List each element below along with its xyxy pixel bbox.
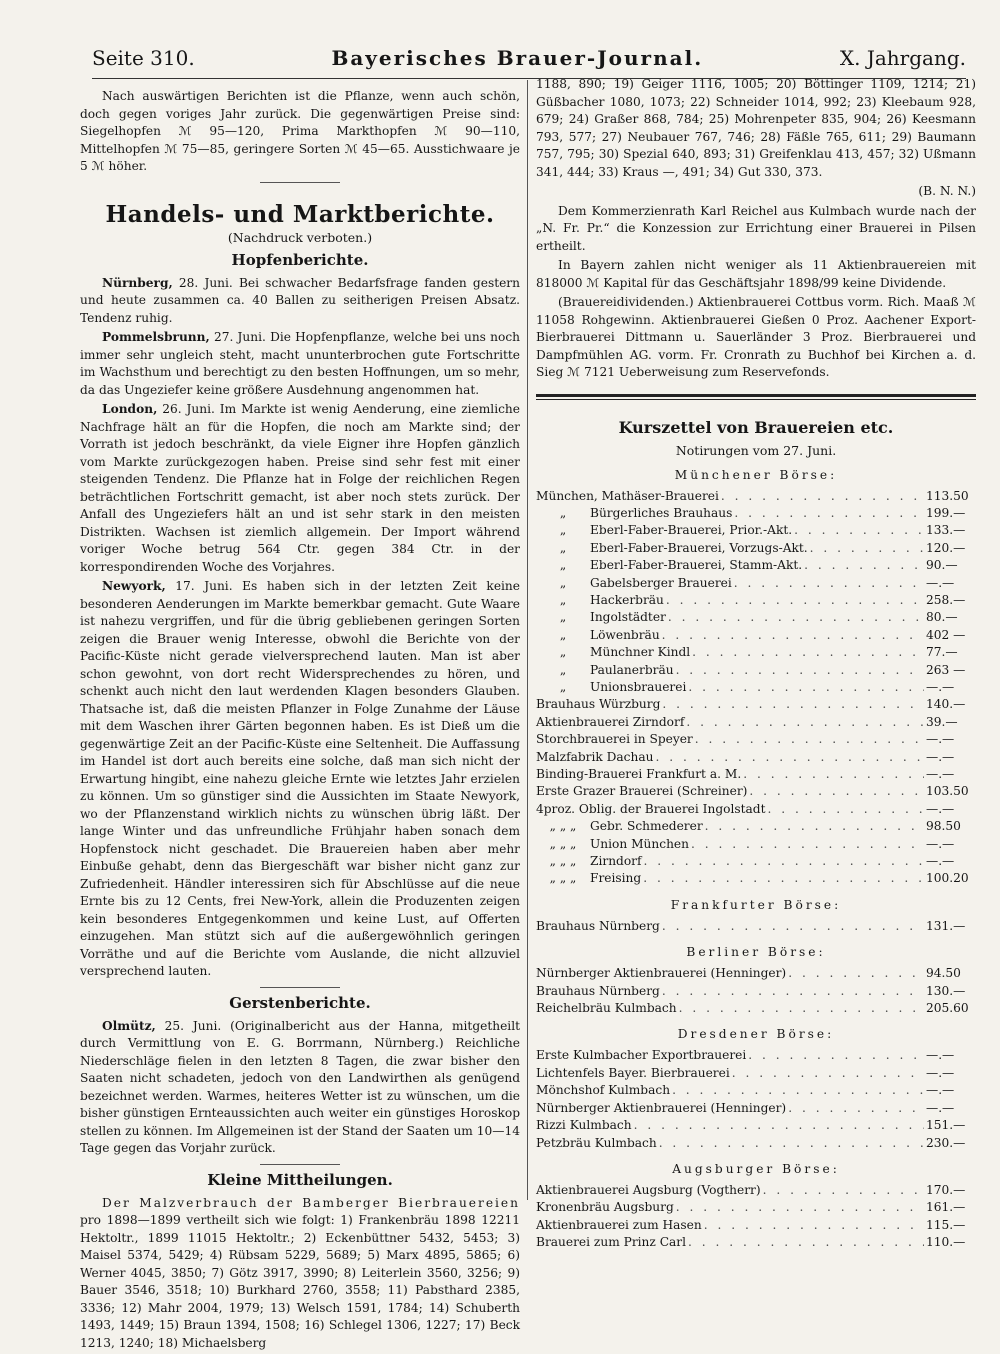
- company-name: Aktienbrauerei Augsburg (Vogtherr): [536, 1182, 761, 1197]
- quote-price: 205.60: [926, 1001, 969, 1016]
- ditto-mark: „ „ „: [549, 819, 577, 834]
- quote-row: [536, 766, 976, 783]
- quote-price: 110.—: [926, 1235, 966, 1250]
- company-name: Rizzi Kulmbach: [536, 1118, 632, 1133]
- quote-row: [536, 783, 976, 800]
- leader-dots: [655, 749, 924, 766]
- ditto-mark: „: [559, 679, 567, 694]
- quote-price: 131.—: [926, 918, 966, 933]
- leader-dots: [763, 1182, 924, 1199]
- quote-price: —.—: [926, 767, 955, 781]
- company-name: Unionsbrauerei: [590, 679, 687, 694]
- company-name: Brauhaus Nürnberg: [536, 983, 660, 998]
- report-place: Newyork,: [102, 579, 166, 593]
- quote-row: [536, 644, 976, 661]
- ditto-mark: „ „ „: [549, 836, 577, 851]
- report-text: 28. Juni. Bei schwacher Bedarfsfrage fanden gestern und heute zusammen ca. 40 Ballen zu seitherigen Preisen Absatz. Tendenz ruhig.: [80, 275, 520, 325]
- quote-price: 402 —: [926, 627, 966, 642]
- leader-dots: [749, 783, 924, 800]
- company-name: Kronenbräu Augsburg: [536, 1200, 674, 1215]
- quote-row: [536, 1047, 976, 1064]
- quote-price: 263 —: [926, 662, 966, 677]
- misc-continuation: 1188, 890; 19) Geiger 1116, 1005; 20) Böttinger 1109, 1214; 21) Güßbacher 1080, 1073; 22) Schneider 1014, 992; 23) Kleebaum 928, 679; 24) Graßer 868, 784; 25) Mohrenpeter 835, 904; 26) Keesmann 793, 577; 27) Neubauer 767, 746; 28) Fäßle 765, 611; 29) Baumann 757, 795; 30) Spezial 640, 893; 31) Greifenklau 413, 457; 32) Ußmann 341, 444; 33) Kraus —, 491; 34) Gut 330, 373.: [536, 77, 976, 179]
- leader-dots: [676, 1199, 924, 1216]
- leader-dots: [705, 818, 924, 835]
- quote-row: [536, 965, 976, 982]
- company-name: Reichelbräu Kulmbach: [536, 1001, 677, 1016]
- quote-row: [536, 1082, 976, 1099]
- quote-row: [536, 1065, 976, 1082]
- quote-price: 161.—: [926, 1200, 966, 1215]
- exchange-title: Frankfurter Börse:: [670, 897, 842, 912]
- company-name: Zirndorf: [590, 854, 642, 869]
- leader-dots: [676, 662, 924, 679]
- company-name: 4proz. Oblig. der Brauerei Ingolstadt: [536, 801, 766, 816]
- ditto-mark: „: [559, 662, 567, 677]
- company-name: Union München: [590, 836, 689, 851]
- company-name: Nürnberger Aktienbrauerei (Henninger): [536, 966, 787, 981]
- news-dividends-bavaria: In Bayern zahlen nicht weniger als 11 Aktienbrauereien mit 818000 ℳ Kapital für das Geschäftsjahr 1898/99 keine Dividende.: [536, 258, 976, 290]
- company-name: Nürnberger Aktienbrauerei (Henninger): [536, 1100, 787, 1115]
- company-name: Eberl-Faber-Brauerei, Stamm-Akt.: [590, 558, 803, 573]
- exchange-title: Dresdener Börse:: [677, 1027, 835, 1042]
- quote-row: [536, 627, 976, 644]
- exchange-title: Augsburger Börse:: [672, 1161, 840, 1176]
- leader-dots: [704, 1217, 924, 1234]
- section-title: Handels- und Marktberichte.: [105, 200, 495, 228]
- exchange-title: Berliner Börse:: [686, 945, 826, 960]
- quote-row: [536, 679, 976, 696]
- quote-row: [536, 522, 976, 539]
- company-name: Erste Grazer Brauerei (Schreiner): [536, 784, 748, 799]
- quote-price: 230.—: [926, 1135, 966, 1150]
- quote-price: 170.—: [926, 1182, 966, 1197]
- ditto-mark: „ „ „: [549, 854, 577, 869]
- ditto-mark: „: [559, 523, 567, 538]
- leader-dots: [695, 731, 924, 748]
- report-place: Nürnberg,: [102, 275, 173, 290]
- column-divider: [527, 80, 528, 1200]
- company-name: Löwenbräu: [590, 627, 660, 642]
- page-header: [92, 46, 966, 79]
- quote-price: 94.50: [926, 966, 961, 981]
- leader-dots: [804, 557, 924, 574]
- leader-dots: [692, 644, 924, 661]
- report-london: [80, 401, 520, 576]
- page-number: Seite 310.: [92, 46, 195, 70]
- company-name: Eberl-Faber-Brauerei, Prior.-Akt.: [590, 523, 793, 538]
- quote-price: 130.—: [926, 983, 966, 998]
- quote-price: 133.—: [926, 523, 966, 538]
- leader-dots: [788, 1100, 924, 1117]
- quote-row: [536, 749, 976, 766]
- report-pommelsbrunn: [80, 329, 520, 399]
- ditto-mark: „: [559, 592, 567, 607]
- company-name: Aktienbrauerei Zirndorf: [536, 714, 685, 729]
- intro-paragraph: Nach auswärtigen Berichten ist die Pflanze, wenn auch schön, doch gegen voriges Jahr zurück. Die gegenwärtigen Preise sind: Siegelhopfen ℳ 95—120, Prima Markthopfen ℳ 90—110, Mittelhopfen ℳ 75—85, geringere Sorten ℳ 45—65. Ausstichwaare je 5 ℳ höher.: [80, 89, 520, 173]
- ditto-mark: „ „ „: [549, 871, 577, 886]
- company-name: Storchbrauerei in Speyer: [536, 732, 693, 747]
- quote-price: —.—: [926, 732, 955, 747]
- right-column: [536, 76, 976, 1252]
- leader-dots: [662, 983, 924, 1000]
- quote-price: 100.20: [926, 871, 969, 886]
- ditto-mark: „: [559, 645, 567, 660]
- quote-row: [536, 592, 976, 609]
- leader-dots: [686, 714, 924, 731]
- quote-price: 140.—: [926, 697, 966, 712]
- volume-label: X. Jahrgang.: [839, 46, 966, 70]
- quote-price: —.—: [926, 749, 955, 764]
- leader-dots: [810, 540, 924, 557]
- quote-row: [536, 818, 976, 835]
- leader-dots: [662, 627, 924, 644]
- report-text: 26. Juni. Im Markte ist wenig Aenderung, eine ziemliche Nachfrage hält an für die Hopfen, die noch am Markte sind; der Vorrath ist jedoch beschränkt, da viele Eigner ihre Hopfen gänzlich vom Markte zurückgezogen haben. Preise sind sehr fest mit einer steigenden Tendenz. Die Pflanze hat in Folge der reichlichen Regen beträchtlichen Fortschritt gemacht, ist aber noch stets zurück. Der Anfall des Ungeziefers hält an und ist sehr stark in den meisten Distrikten. Wachsen ist ziemlich allgemein. Der Import während voriger Woche betrug 564 Ctr. gegen 384 Ctr. in der korrespondirenden Woche des Vorjahres.: [80, 402, 520, 574]
- quote-price: 258.—: [926, 592, 966, 607]
- quote-price: —.—: [926, 836, 955, 851]
- report-text: 25. Juni. (Originalbericht aus der Hanna, mitgetheilt durch Vermittlung von E. G. Borrmann, Nürnberg.) Reichliche Niederschläge fielen in den letzten 8 Tagen, die zwar bisher den Saaten nicht schadeten, jedoch von den Landwirthen als genügend bezeichnet werden. Warmes, heiteres Wetter ist zu wünschen, um die bisher günstigen Ernteaussichten auch weiter ein günstiges Horoskop stellen zu können. Im Allgemeinen ist der Stand der Saaten um 10—14 Tage gegen das Vorjahr zurück.: [80, 1018, 520, 1155]
- leader-dots: [662, 696, 924, 713]
- separator: [260, 1164, 340, 1165]
- kurs-note: Notirungen vom 27. Juni.: [675, 442, 837, 458]
- kurs-title: Kurszettel von Brauereien etc.: [618, 417, 894, 437]
- company-name: Brauerei zum Prinz Carl: [536, 1235, 687, 1250]
- quote-price: 98.50: [926, 819, 961, 834]
- quote-price: 103.50: [926, 784, 969, 799]
- leader-dots: [662, 918, 924, 935]
- quote-row: [536, 540, 976, 557]
- quote-price: —.—: [926, 854, 955, 869]
- quote-price: 39.—: [926, 714, 958, 729]
- company-name: Mönchshof Kulmbach: [536, 1083, 671, 1098]
- report-olmuetz: [80, 1018, 520, 1158]
- barley-heading: Gerstenberichte.: [229, 993, 371, 1012]
- quote-row: [536, 488, 976, 505]
- quote-row: [536, 1182, 976, 1199]
- quote-row: [536, 1199, 976, 1216]
- journal-title: Bayerisches Brauer-Journal.: [331, 46, 704, 70]
- company-name: Ingolstädter: [590, 610, 666, 625]
- quote-row: [536, 983, 976, 1000]
- quote-price: 199.—: [926, 505, 966, 520]
- leader-dots: [668, 609, 924, 626]
- ditto-mark: „: [559, 505, 567, 520]
- quote-row: [536, 557, 976, 574]
- ditto-mark: „: [559, 558, 567, 573]
- quote-price: —.—: [926, 1065, 955, 1080]
- exchange-title: Münchener Börse:: [674, 467, 838, 482]
- leader-dots: [644, 853, 924, 870]
- company-name: Gebr. Schmederer: [590, 819, 703, 834]
- leader-dots: [767, 801, 924, 818]
- leader-dots: [691, 836, 924, 853]
- company-name: Petzbräu Kulmbach: [536, 1135, 657, 1150]
- report-newyork: [80, 578, 520, 981]
- company-name: Erste Kulmbacher Exportbrauerei: [536, 1048, 747, 1063]
- quote-row: [536, 662, 976, 679]
- separator: [260, 182, 340, 183]
- company-name: Brauhaus Nürnberg: [536, 918, 660, 933]
- misc-heading: Kleine Mittheilungen.: [207, 1170, 393, 1189]
- quote-row: [536, 801, 976, 818]
- quote-price: 120.—: [926, 540, 966, 555]
- quote-row: [536, 853, 976, 870]
- ditto-mark: „: [559, 540, 567, 555]
- leader-dots: [721, 488, 924, 505]
- leader-dots: [659, 1135, 924, 1152]
- thick-rule: [536, 394, 976, 400]
- report-place: London,: [102, 402, 158, 416]
- news-brewery-dividends: (Brauereidividenden.) Aktienbrauerei Cottbus vorm. Rich. Maaß ℳ 11058 Rohgewinn. Aktienbrauerei Gießen 0 Proz. Aachener Export-Bierbrauerei Dittmann u. Sauerländer 3 Proz. Bierbrauerei und Dampfmühlen AG. vorm. Fr. Cronrath zu Buchhof bei Kirchen a. d. Sieg ℳ 7121 Ueberweisung zum Reservefonds.: [536, 295, 976, 379]
- quote-row: [536, 836, 976, 853]
- company-name: Malzfabrik Dachau: [536, 749, 654, 764]
- leader-dots: [794, 522, 924, 539]
- ditto-mark: „: [559, 575, 567, 590]
- quote-price: 113.50: [926, 488, 969, 503]
- misc-text: pro 1898—1899 vertheilt sich wie folgt: 1) Frankenbräu 1898 12211 Hektoltr., 1899 11015 Hektoltr.; 2) Eckenbüttner 5432, 5453; 3) Maisel 5374, 5429; 4) Rübsam 5229, 5689; 5) Marx 4895, 5865; 6) Werner 4045, 3850; 7) Götz 3917, 3990; 8) Leiterlein 3560, 3256; 9) Bauer 3546, 3518; 10) Burkhard 2760, 3558; 11) Pabsthard 2385, 3336; 12) Mahr 2004, 1979; 13) Welsch 1591, 1784; 14) Schuberth 1493, 1449; 15) Braun 1394, 1508; 16) Schlegel 1306, 1227; 17) Beck 1213, 1240; 18) Michaelsberg: [80, 1213, 520, 1350]
- company-name: München, Mathäser-Brauerei: [536, 488, 719, 503]
- misc-source: (B. N. N.): [918, 184, 976, 198]
- leader-dots: [734, 575, 924, 592]
- quote-row: [536, 714, 976, 731]
- company-name: Brauhaus Würzburg: [536, 697, 661, 712]
- separator: [260, 987, 340, 988]
- leader-dots: [743, 766, 924, 783]
- misc-lead: Der Malzverbrauch der Bamberger Bierbrauereien: [102, 1195, 520, 1210]
- company-name: Hackerbräu: [590, 592, 664, 607]
- leader-dots: [672, 1082, 924, 1099]
- quote-row: [536, 505, 976, 522]
- leader-dots: [748, 1047, 924, 1064]
- section-note: (Nachdruck verboten.): [227, 229, 373, 245]
- quote-row: [536, 870, 976, 887]
- quote-row: [536, 1100, 976, 1117]
- report-place: Olmütz,: [102, 1018, 156, 1033]
- quote-price: 151.—: [926, 1118, 966, 1133]
- quote-row: [536, 575, 976, 592]
- quote-price: 115.—: [926, 1217, 966, 1232]
- company-name: Bürgerliches Brauhaus: [590, 505, 733, 520]
- quote-row: [536, 696, 976, 713]
- exchange-listings: [536, 468, 976, 1252]
- quote-row: [536, 1000, 976, 1017]
- leader-dots: [666, 592, 924, 609]
- ditto-mark: „: [559, 610, 567, 625]
- quote-row: [536, 1217, 976, 1234]
- quote-row: [536, 1234, 976, 1251]
- report-nuernberg: [80, 275, 520, 328]
- company-name: Eberl-Faber-Brauerei, Vorzugs-Akt.: [590, 540, 808, 555]
- quote-row: [536, 918, 976, 935]
- leader-dots: [734, 505, 924, 522]
- report-text: 27. Juni. Die Hopfenpflanze, welche bei uns noch immer sehr ungleich steht, macht ununterbrochen gute Fortschritte im Wachsthum und berechtigt zu den besten Hoffnungen, um so mehr, da das Ungeziefer keine größere Ausdehnung angenommen hat.: [80, 330, 520, 397]
- ditto-mark: „: [559, 627, 567, 642]
- quote-row: [536, 1135, 976, 1152]
- quote-price: —.—: [926, 679, 955, 694]
- leader-dots: [688, 679, 924, 696]
- quote-price: —.—: [926, 575, 955, 590]
- leader-dots: [679, 1000, 924, 1017]
- report-text: 17. Juni. Es haben sich in der letzten Zeit keine besonderen Aenderungen im Markte bemerkbar gemacht. Gute Waare ist nahezu vergriffen, und für die übrig gebliebenen geringen Sorten zeigen die Brauer wenig Interesse, obwohl die Berichte von der Pacific-Küste nicht gerade vielversprechend lauten. Man ist aber schon gewohnt, von dort recht Widersprechendes zu hören, und schenkt auch nicht den laut werdenden Klagen besonders Glauben. Thatsache ist, daß die meisten Pflanzer in Folge Zunahme der Läuse mit dem Waschen ihrer Gärten begonnen haben. Es ist Dieß um die gegenwärtige Zeit an der Pacific-Küste eine Seltenheit. Die Auffassung im Handel ist dort auch bereits eine solche, daß man sich nicht der Erwartung hingibt, eine nahezu gleiche Ernte wie letztes Jahr erzielen zu können. Um so günstiger sind die Aussichten im Staate Newyork, wo der Pflanzenstand wirklich nichts zu wünschen übrig läßt. Der lange Winter und das unfreundliche Frühjahr haben sonach dem Hopfenstock nicht geschadet. Die Brauereien haben aber mehr Einbuße gehabt, denn das Biergeschäft war bisher nicht ganz zur Zufriedenheit. Händler interessiren sich für Abschlüsse auf die neue Ernte bis zu 12 Cents, frei New-York, allein die Produzenten zeigen kein besonderes Entgegenkommen und keine Lust, auf Offerten einzugehen. Man stützt sich auf die außergewöhnlich geringen Vorräthe und auf die Berichte vom Auslande, die nicht allzuviel versprechend lauten.: [80, 579, 520, 978]
- news-reichel: Dem Kommerzienrath Karl Reichel aus Kulmbach wurde nach der „N. Fr. Pr.“ die Konzession zur Errichtung einer Brauerei in Pilsen ertheilt.: [536, 203, 976, 253]
- leader-dots: [732, 1065, 924, 1082]
- company-name: Aktienbrauerei zum Hasen: [536, 1217, 702, 1232]
- leader-dots: [688, 1234, 924, 1251]
- quote-row: [536, 609, 976, 626]
- company-name: Lichtenfels Bayer. Bierbrauerei: [536, 1065, 730, 1080]
- company-name: Gabelsberger Brauerei: [590, 575, 732, 590]
- left-column: [80, 88, 520, 1354]
- quote-price: 77.—: [926, 645, 958, 660]
- quote-price: 80.—: [926, 610, 958, 625]
- quote-row: [536, 1117, 976, 1134]
- quote-price: —.—: [926, 1048, 955, 1063]
- misc-paragraph: [80, 1195, 520, 1353]
- company-name: Freising: [590, 871, 642, 886]
- company-name: Paulanerbräu: [590, 662, 674, 677]
- quote-price: —.—: [926, 801, 955, 816]
- leader-dots: [634, 1117, 924, 1134]
- company-name: Binding-Brauerei Frankfurt a. M.: [536, 767, 742, 781]
- quote-price: 90.—: [926, 558, 958, 573]
- leader-dots: [643, 870, 924, 887]
- report-place: Pommelsbrunn,: [102, 330, 210, 344]
- quote-price: —.—: [926, 1083, 955, 1098]
- quote-price: —.—: [926, 1100, 955, 1115]
- hops-heading: Hopfenberichte.: [231, 250, 369, 269]
- leader-dots: [788, 965, 924, 982]
- quote-row: [536, 731, 976, 748]
- company-name: Münchner Kindl: [590, 645, 691, 660]
